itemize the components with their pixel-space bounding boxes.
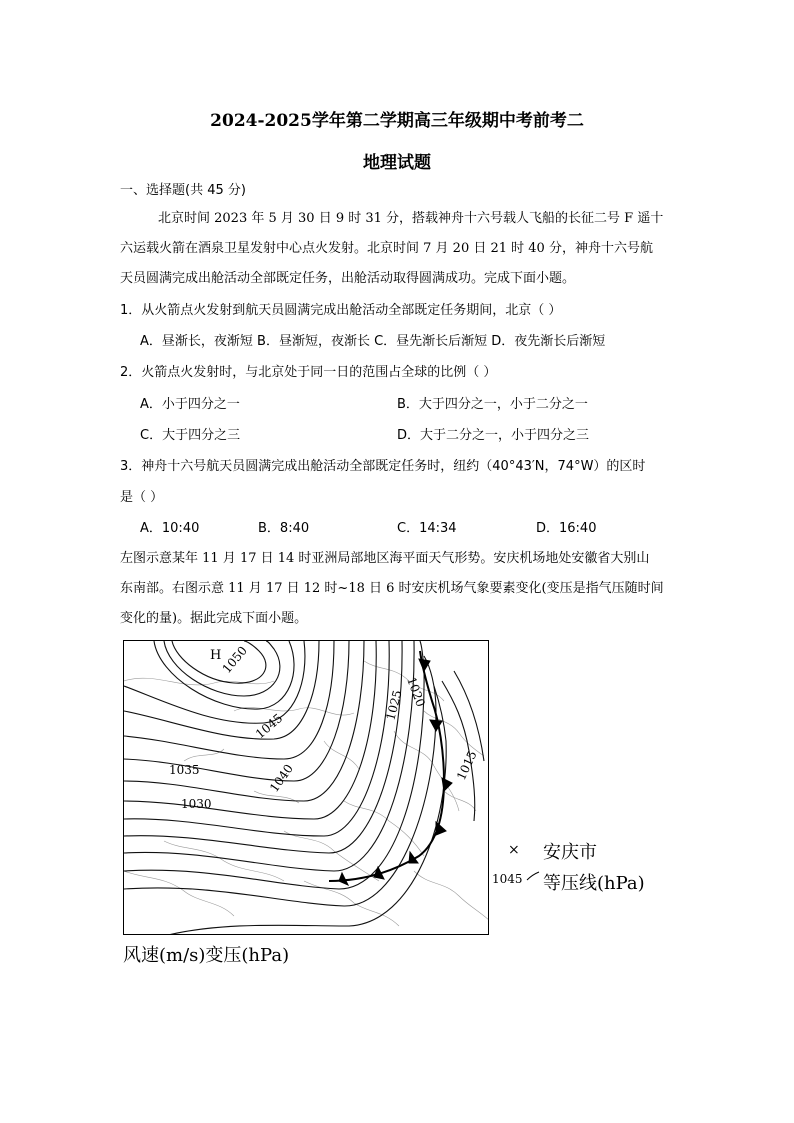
q3-option-c: C．14:34 (397, 521, 457, 536)
q2-stem: 2．火箭点火发射时，与北京处于同一日的范围占全球的比例（ ） (120, 365, 497, 380)
q3-option-a: A．10:40 (140, 521, 200, 536)
isobar-label-1050: 1050 (219, 643, 250, 676)
isobar-legend-label: 等压线(hPa) (543, 873, 645, 894)
q1-stem: 1．从火箭点火发射到航天员圆满完成出舱活动全部既定任务期间，北京（ ） (120, 303, 562, 318)
exam-title: 2024-2025学年第二学期高三年级期中考前考二 (210, 111, 584, 131)
section-heading: 一、选择题(共 45 分) (120, 183, 246, 198)
q1-options: A．昼渐长，夜渐短 B．昼渐短，夜渐长 C．昼先渐长后渐短 D．夜先渐长后渐短 (140, 334, 606, 349)
passage2-line2: 东南部。右图示意 11 月 17 日 12 时~18 日 6 时安庆机场气象要素变化(变压是指气压随时间 (120, 581, 664, 596)
q2-option-a: A．小于四分之一 (140, 397, 240, 412)
isobar-label-1015: 1015 (454, 748, 480, 783)
weather-map-svg (124, 641, 489, 935)
isobar-label-1035: 1035 (169, 763, 200, 777)
anqing-marker: × (508, 842, 520, 858)
weather-map (123, 640, 489, 935)
passage1-line1: 北京时间 2023 年 5 月 30 日 9 时 31 分，搭载神舟十六号载人飞船的长征二号 F 遥十 (158, 211, 664, 226)
passage1-line2: 六运载火箭在酒泉卫星发射中心点火发射。北京时间 7 月 20 日 21 时 40 分，神舟十六号航 (120, 241, 653, 256)
isobar-sample: 1045 (492, 872, 523, 886)
chart-caption: 风速(m/s)变压(hPa) (123, 945, 290, 966)
isobar-label-1025: 1025 (383, 688, 405, 722)
passage2-line1: 左图示意某年 11 月 17 日 14 时亚洲局部地区海平面天气形势。安庆机场地处安徽省大别山 (120, 551, 650, 566)
isobar-sample-line (526, 870, 540, 882)
passage2-line3: 变化的量)。据此完成下面小题。 (120, 611, 308, 626)
q2-option-b: B．大于四分之一，小于二分之一 (397, 397, 588, 412)
isobar-lines (124, 641, 484, 935)
q3-stem-line1: 3．神舟十六号航天员圆满完成出舱活动全部既定任务时，纽约（40°43′N，74°W）的区时 (120, 459, 646, 474)
anqing-label: 安庆市 (543, 842, 597, 863)
q3-option-d: D．16:40 (536, 521, 597, 536)
isobar-label-1040: 1040 (266, 761, 296, 795)
q3-option-b: B．8:40 (258, 521, 310, 536)
isobar-label-1020: 1020 (404, 675, 428, 709)
isobar-label-1045: 1045 (252, 710, 286, 742)
passage1-line3: 天员圆满完成出舱活动全部既定任务，出舱活动取得圆满成功。完成下面小题。 (120, 271, 576, 286)
q2-option-c: C．大于四分之三 (140, 428, 241, 443)
high-pressure-label: H (210, 648, 222, 663)
exam-subtitle: 地理试题 (363, 153, 431, 173)
isobar-label-1030: 1030 (181, 797, 212, 811)
q2-option-d: D．大于二分之一，小于四分之三 (397, 428, 590, 443)
q3-stem-line2: 是（ ） (120, 490, 164, 505)
